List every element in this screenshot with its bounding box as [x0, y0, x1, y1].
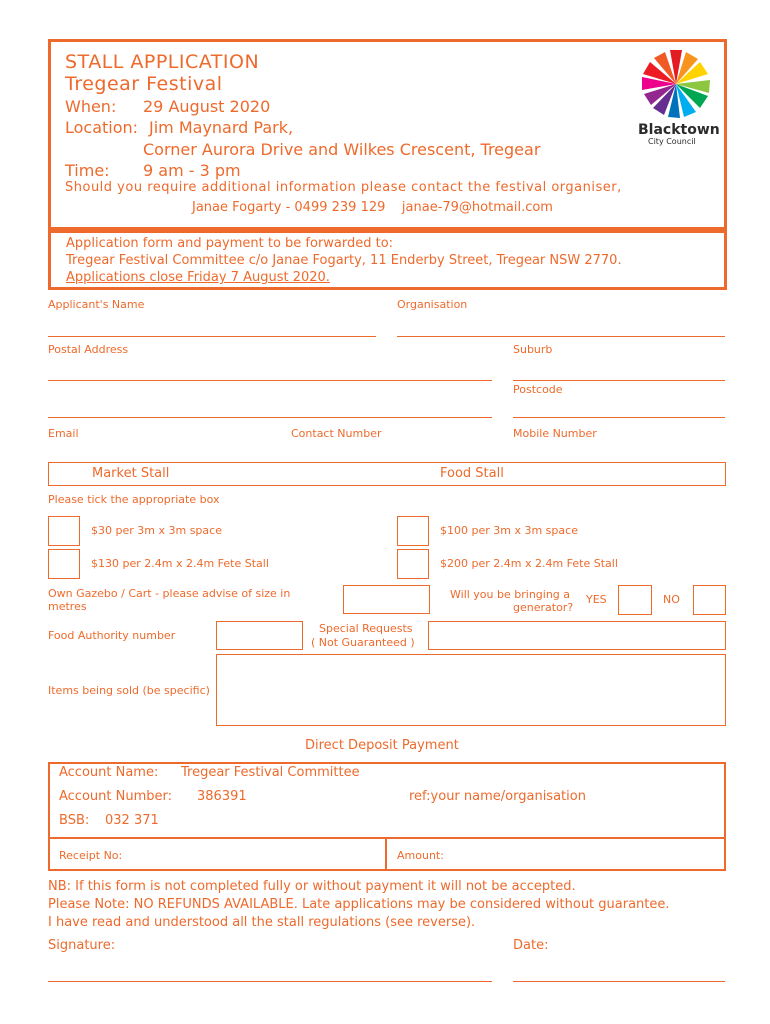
when-value: 29 August 2020 [143, 97, 271, 116]
note-line3: I have read and understood all the stall regulations (see reverse). [48, 915, 476, 930]
form-title: STALL APPLICATION [65, 51, 260, 73]
signature-label: Signature: [48, 938, 116, 953]
account-name-label: Account Name: [59, 765, 159, 780]
date-field[interactable] [513, 981, 725, 982]
suburb-field[interactable] [513, 380, 725, 381]
postal-address-field-2[interactable] [48, 417, 492, 418]
date-label: Date: [513, 938, 549, 953]
postcode-field[interactable] [513, 417, 725, 418]
generator-yes-checkbox[interactable] [618, 585, 652, 615]
applicant-name-field[interactable] [48, 336, 376, 337]
gazebo-size-input[interactable] [343, 585, 430, 614]
market-30-label: $30 per 3m x 3m space [91, 524, 222, 537]
market-130-label: $130 per 2.4m x 2.4m Fete Stall [91, 557, 269, 570]
logo-sub: City Council [648, 137, 696, 146]
market-30-checkbox[interactable] [48, 516, 80, 546]
food-authority-input[interactable] [216, 621, 303, 650]
special-requests-label-1: Special Requests [319, 622, 413, 635]
food-200-label: $200 per 2.4m x 2.4m Fete Stall [440, 557, 618, 570]
blacktown-logo [636, 48, 720, 148]
postal-address-field-1[interactable] [48, 380, 492, 381]
forwarding-line2: Tregear Festival Committee c/o Janae Fogarty, 11 Enderby Street, Tregear NSW 2770. [66, 253, 622, 268]
time-value: 9 am - 3 pm [143, 161, 241, 180]
time-label: Time: [65, 161, 110, 180]
postcode-label: Postcode [513, 383, 563, 396]
account-name-value: Tregear Festival Committee [181, 765, 360, 780]
receipt-no-label: Receipt No: [59, 849, 123, 862]
items-sold-label: Items being sold (be specific) [48, 684, 210, 697]
items-sold-input[interactable] [216, 654, 726, 726]
location-line2: Corner Aurora Drive and Wilkes Crescent, Tregear [143, 140, 541, 159]
generator-no-label: NO [663, 593, 680, 606]
gazebo-label-2: metres [48, 600, 87, 613]
postal-address-label: Postal Address [48, 343, 129, 356]
payment-divider [48, 837, 726, 839]
mobile-number-label: Mobile Number [513, 427, 597, 440]
note-line2: Please Note: NO REFUNDS AVAILABLE. Late applications may be considered without guarantee. [48, 897, 670, 912]
food-100-label: $100 per 3m x 3m space [440, 524, 578, 537]
payment-ref: ref:your name/organisation [409, 789, 586, 804]
generator-yes-label: YES [586, 593, 607, 606]
bsb-label: BSB: [59, 813, 90, 828]
info-line: Should you require additional information please contact the festival organiser, [65, 180, 622, 195]
gazebo-label-1: Own Gazebo / Cart - please advise of size in [48, 587, 291, 600]
generator-no-checkbox[interactable] [693, 585, 726, 615]
food-stall-heading: Food Stall [440, 466, 504, 481]
logo-name: Blacktown [638, 122, 720, 138]
applicant-name-label: Applicant's Name [48, 298, 145, 311]
forwarding-line1: Application form and payment to be forwarded to: [66, 236, 394, 251]
suburb-label: Suburb [513, 343, 553, 356]
account-number-value: 386391 [197, 789, 247, 804]
email-label: Email [48, 427, 79, 440]
account-number-label: Account Number: [59, 789, 172, 804]
payment-heading: Direct Deposit Payment [305, 738, 459, 753]
generator-label-1: Will you be bringing a [450, 588, 571, 601]
organisation-label: Organisation [397, 298, 468, 311]
food-authority-label: Food Authority number [48, 629, 176, 642]
star-icon [636, 48, 720, 120]
market-130-checkbox[interactable] [48, 549, 80, 579]
location-label: Location: [65, 118, 139, 137]
location-line1: Jim Maynard Park, [149, 118, 294, 137]
special-requests-label-2: ( Not Guaranteed ) [311, 636, 415, 649]
signature-field[interactable] [48, 981, 492, 982]
when-label: When: [65, 97, 117, 116]
note-line1: NB: If this form is not completed fully or without payment it will not be accepted. [48, 879, 576, 894]
organisation-field[interactable] [397, 336, 725, 337]
forwarding-line3: Applications close Friday 7 August 2020. [66, 270, 330, 285]
generator-label-2: generator? [513, 601, 574, 614]
festival-name: Tregear Festival [65, 73, 223, 95]
tick-instruction: Please tick the appropriate box [48, 493, 220, 506]
market-stall-heading: Market Stall [92, 466, 170, 481]
bsb-value: 032 371 [105, 813, 159, 828]
payment-vdivider [385, 837, 387, 871]
amount-label: Amount: [397, 849, 444, 862]
contact-number-label: Contact Number [291, 427, 382, 440]
special-requests-input[interactable] [428, 621, 726, 650]
contact-line: Janae Fogarty - 0499 239 129 janae-79@hotmail.com [192, 200, 553, 215]
food-200-checkbox[interactable] [397, 549, 429, 579]
food-100-checkbox[interactable] [397, 516, 429, 546]
